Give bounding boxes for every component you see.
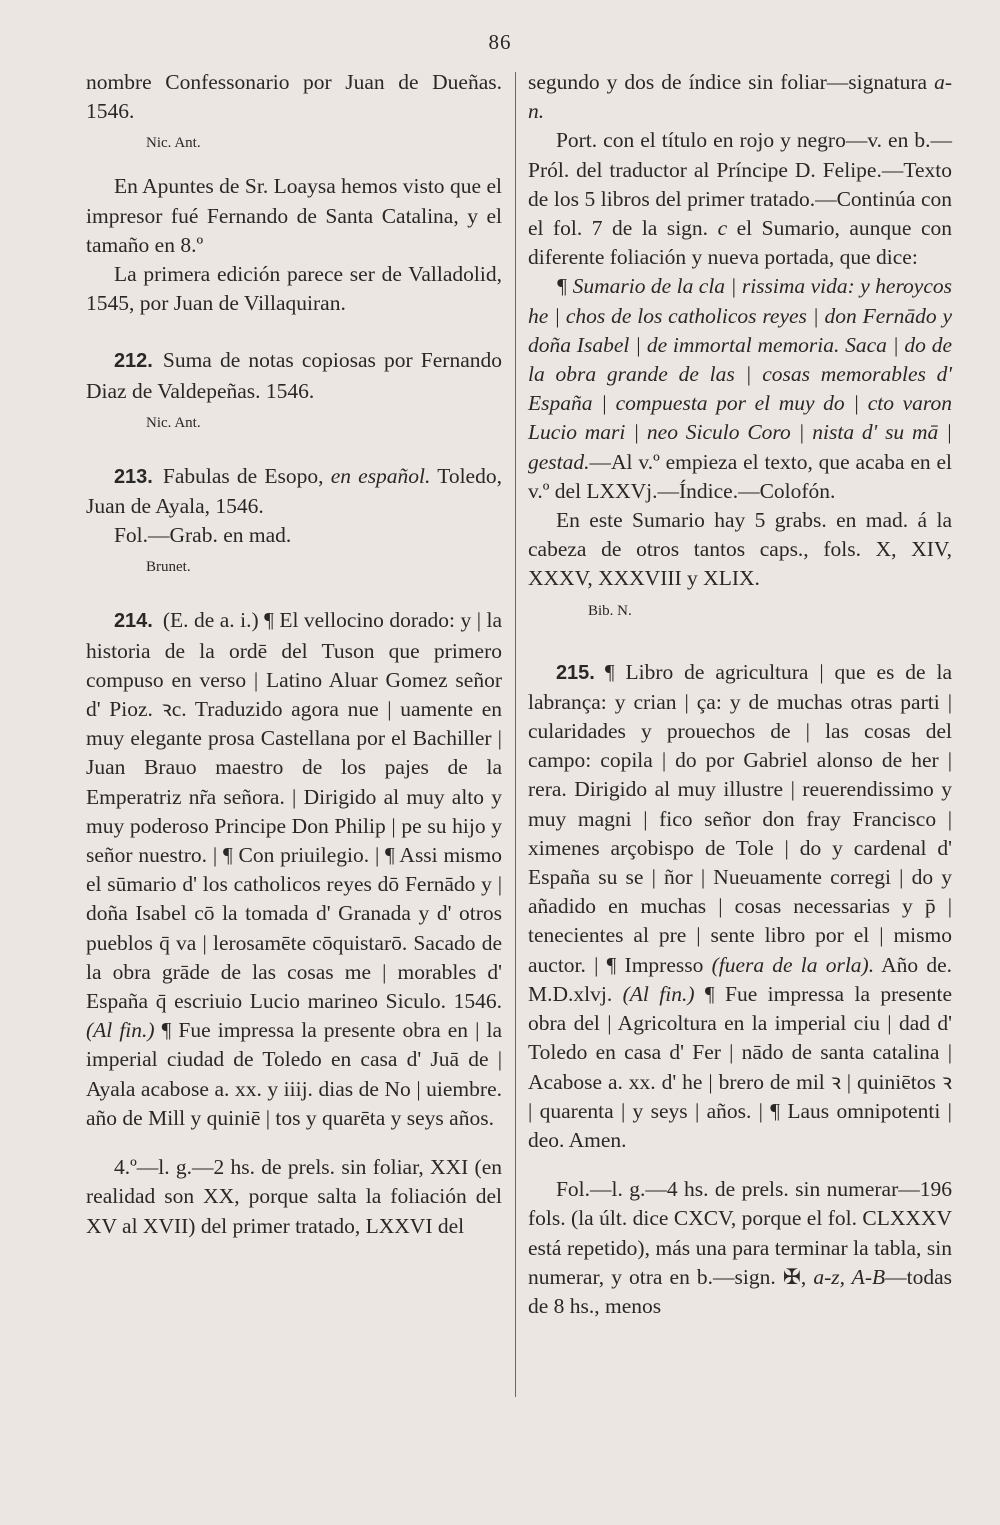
entry-number: 213.: [113, 465, 153, 488]
entry-text: Año de. M.D.xlvj.: [528, 952, 952, 1006]
entry-italic: (Al fin.): [622, 981, 695, 1006]
entry-214: [86, 606, 502, 1133]
entry-text: Suma de notas copiosas por Fernando Diaz de Valdepeñas. 1546.: [86, 348, 502, 403]
text: segundo y dos de índice sin foliar—signatura: [528, 70, 928, 94]
text: Port. con el título en rojo y negro—v. en b.—Pról. del traductor al Príncipe D. Felipe.—Texto de los 5 libros del primer tratado.—Continúa con el fol. 7 de la sign.: [528, 128, 952, 241]
paragraph: [528, 68, 952, 126]
entry-text: (E. de a. i.) ¶ El vellocino dorado: y | la historia de la ordē del Tuson que primero compuso en verso | Latino Aluar Gomez señor d' Pioz. ꝛc. Traduzido agora nue | uamente en muy elegante prosa Castellana por el Bachiller | Juan Brauo maestro de los pajes de la Emperatriz nr̃a señora. | Dirigido al muy alto y muy poderoso Principe Don Philip | pe su hijo y señor nuestro. | ¶ Con priuilegio. | ¶ Assi mismo el sūmario d' los catholicos reyes dō Fernādo y | doña Isabel cō la tomada d' Granada y d' otros pueblos q̄ va | lerosamēte cōquistarō. Sacado de la obra grāde de las cosas me | morables d' España q̄ escriuio Lucio marineo Siculo. 1546.: [86, 608, 502, 1014]
source-citation: Bib. N.: [588, 602, 632, 619]
format-line: Fol.—Grab. en mad.: [113, 523, 292, 548]
text: —todas de 8 hs., menos: [528, 1264, 953, 1318]
paragraph: [528, 126, 952, 272]
right-column: [528, 68, 952, 1321]
bibliographic-description: [528, 1175, 952, 1321]
entry-text: Toledo, Juan de Ayala, 1546.: [86, 463, 502, 519]
left-column: [86, 68, 502, 1241]
entry-number: 212.: [113, 350, 153, 373]
entry-italic: en español.: [330, 463, 431, 488]
bibliographic-description: 4.º—l. g.—2 hs. de prels. sin foliar, XXI (en realidad son XX, porque salta la foliación del XV al XVII) del primer tratado, LXXVI del: [86, 1155, 502, 1238]
paragraph: En Apuntes de Sr. Loaysa hemos visto que el impresor fué Fernando de Santa Catalina, y el tamaño en 8.º: [86, 174, 502, 257]
text: —Al v.º empieza el texto, que acaba en el v.º del LXXVj.—Índice.—Colofón.: [528, 449, 952, 503]
entry-text: Fabulas de Esopo,: [162, 463, 324, 488]
entry-text: ¶ Libro de agricultura | que es de la labrança: y crian | ça: y de muchas otras parti | cularidades y prouechos de | las cosas del campo: copila | do por Gabriel alonso de her | rera. Dirigido al muy illustre | reuerendissimo y muy magni | fico señor don fray Francisco | ximenes arçobispo de Tole | do y cardenal d' España su se | ñor | Nueuamente corregi | do y añadido en muchas | cosas necessarias y p̄ | tenecientes al pre | sente libro por el | mismo auctor. | ¶ Impresso: [528, 659, 952, 977]
entry-italic: (Al fin.): [86, 1018, 155, 1043]
entry-215: [528, 658, 952, 1155]
source-citation: Nic. Ant.: [146, 414, 201, 431]
entry-212: [86, 346, 502, 405]
italic-text: ¶ Sumario de la cla | rissima vida: y heroycos he | chos de los catholicos reyes | don Fernādo y doña Isabel | de immortal memoria. Saca | do de la obra grande de las | cosas memorables d' España | compuesta por el muy do | cto varon Lucio mari | neo Siculo Coro | nista d' su mā | gestad.: [528, 274, 952, 474]
paragraph: [528, 272, 952, 506]
entry-text: ¶ Fue impressa la presente obra en | la imperial ciudad de Toledo en casa d' Juā de | Ayala acabose a. xx. y iiij. dias de No | uiembre. año de Mill y quiniē | tos y quarēta y seys años.: [86, 1018, 502, 1130]
entry-number: 214.: [113, 610, 153, 633]
paragraph: En este Sumario hay 5 grabs. en mad. á la cabeza de otros tantos caps., fols. X, XIV, XXXV, XXXVIII y XLIX.: [528, 508, 952, 591]
text: Fol.—l. g.—4 hs. de prels. sin numerar—196 fols. (la últ. dice CXCV, porque el fol. CLXXXV está repetido), más una para terminar la tabla, sin numerar, y otra en b.—sign. ✠,: [528, 1177, 952, 1289]
page-number: 86: [488, 30, 512, 54]
entry-213: [86, 462, 502, 521]
source-citation: Brunet.: [146, 559, 191, 576]
entry-italic: (fuera de la orla).: [711, 952, 875, 977]
italic-text: c: [717, 216, 728, 241]
paragraph: nombre Confessonario por Juan de Dueñas. 1546.: [86, 70, 502, 124]
entry-text: ¶ Fue impressa la presente obra del | Agricoltura en la imperial ciu | dad d' Toledo en casa d' Fer | nādo de santa catalina | Acabose a. xx. d' he | brero de mil ꝛ | quiniētos ꝛ | quarenta | y seys | años. | ¶ Laus omnipotenti | deo. Amen.: [528, 981, 953, 1152]
entry-number: 215.: [555, 661, 595, 684]
source-citation: Nic. Ant.: [146, 135, 201, 152]
text: el Sumario, aunque con diferente foliación y nueva portada, que dice:: [528, 216, 952, 270]
column-divider: [515, 72, 516, 1397]
paragraph: La primera edición parece ser de Valladolid, 1545, por Juan de Villaquiran.: [86, 262, 502, 316]
italic-text: a-n.: [528, 70, 953, 124]
italic-text: a-z, A-B: [813, 1264, 886, 1289]
